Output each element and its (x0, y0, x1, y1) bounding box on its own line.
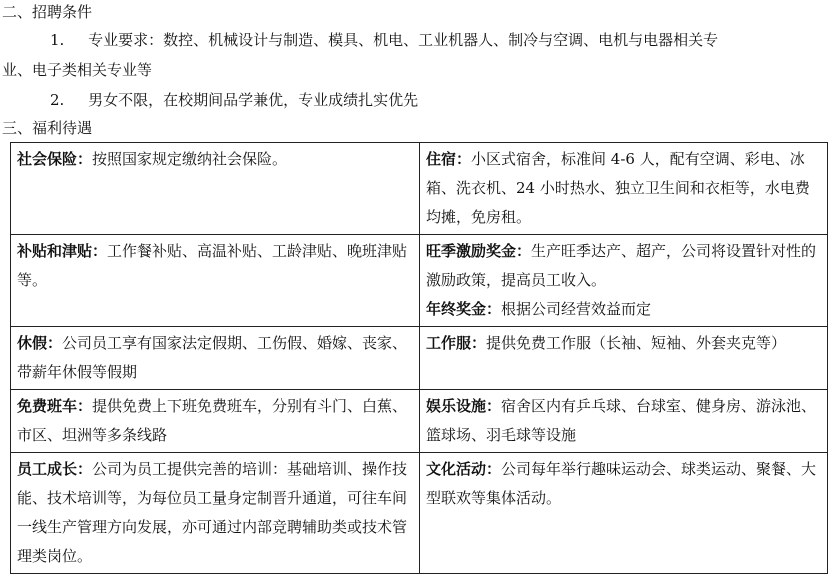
table-row (11, 235, 828, 327)
benefits-table (10, 142, 828, 574)
benefit-text: 按照国家规定缴纳社会保险。 (92, 150, 288, 168)
table-row (11, 390, 828, 453)
item-number: 1. (50, 31, 65, 49)
benefit-cell-culture (420, 453, 828, 574)
benefit-cell-subsidy (11, 235, 420, 327)
benefit-label: 工作服： (426, 334, 487, 352)
benefit-text: 工作餐补贴、高温补贴、工龄津贴、晚班津贴等。 (17, 242, 408, 289)
requirement-text: 男女不限，在校期间品学兼优，专业成绩扎实优先 (88, 91, 419, 109)
requirement-item-1 (50, 28, 718, 52)
table-row (11, 143, 828, 235)
benefit-cell-shuttle (11, 390, 420, 453)
benefit-text: 公司为员工提供完善的培训：基础培训、操作技能、技术培训等，为每位员工量身定制晋升通道，可往车间一线生产管理方向发展，亦可通过内部竞聘辅助类或技术管理类岗位。 (17, 460, 408, 565)
benefit-label: 文化活动： (426, 460, 502, 478)
benefit-text: 根据公司经营效益而定 (501, 300, 652, 318)
benefit-label: 旺季激励奖金： (426, 242, 532, 260)
table-row (11, 453, 828, 574)
benefit-label: 社会保险： (17, 150, 93, 168)
benefit-text: 提供免费工作服（长袖、短袖、外套夹克等） (486, 334, 787, 352)
benefit-text: 小区式宿舍，标准间 4-6 人，配有空调、彩电、冰箱、洗衣机、24 小时热水、独立卫生间和衣柜等，水电费均摊，免房租。 (426, 150, 810, 226)
benefit-cell-housing (420, 143, 828, 235)
section-heading-requirements: 二、招聘条件 (2, 3, 93, 21)
benefit-cell-uniform (420, 327, 828, 390)
benefit-label: 住宿： (426, 150, 472, 168)
requirement-item-1-continued: 业、电子类相关专业等 (2, 61, 153, 79)
benefit-text: 公司每年举行趣味运动会、球类运动、聚餐、大型联欢等集体活动。 (426, 460, 817, 507)
benefit-label: 员工成长： (17, 460, 93, 478)
table-row (11, 327, 828, 390)
requirement-item-2 (50, 88, 418, 112)
year-end-bonus (426, 295, 821, 324)
benefit-label: 年终奖金： (426, 300, 502, 318)
benefit-cell-leave (11, 327, 420, 390)
benefit-cell-growth (11, 453, 420, 574)
benefit-text: 公司员工享有国家法定假期、工伤假、婚嫁、丧家、带薪年休假等假期 (17, 334, 408, 381)
section-heading-benefits: 三、福利待遇 (2, 119, 93, 137)
benefit-label: 娱乐设施： (426, 397, 502, 415)
benefit-cell-bonus (420, 235, 828, 327)
requirement-text: 专业要求：数控、机械设计与制造、模具、机电、工业机器人、制冷与空调、电机与电器相关专 (88, 31, 719, 49)
benefit-label: 补贴和津贴： (17, 242, 108, 260)
benefit-text: 生产旺季达产、超产，公司将设置针对性的激励政策，提高员工收入。 (426, 242, 817, 289)
peak-bonus (426, 237, 821, 295)
benefit-text: 提供免费上下班免费班车，分别有斗门、白蕉、市区、坦洲等多条线路 (17, 397, 408, 444)
benefit-text: 宿舍区内有乒乓球、台球室、健身房、游泳池、篮球场、羽毛球等设施 (426, 397, 817, 444)
item-number: 2. (50, 91, 65, 109)
benefit-cell-social-insurance (11, 143, 420, 235)
benefit-label: 休假： (17, 334, 63, 352)
benefit-label: 免费班车： (17, 397, 93, 415)
benefit-cell-recreation (420, 390, 828, 453)
